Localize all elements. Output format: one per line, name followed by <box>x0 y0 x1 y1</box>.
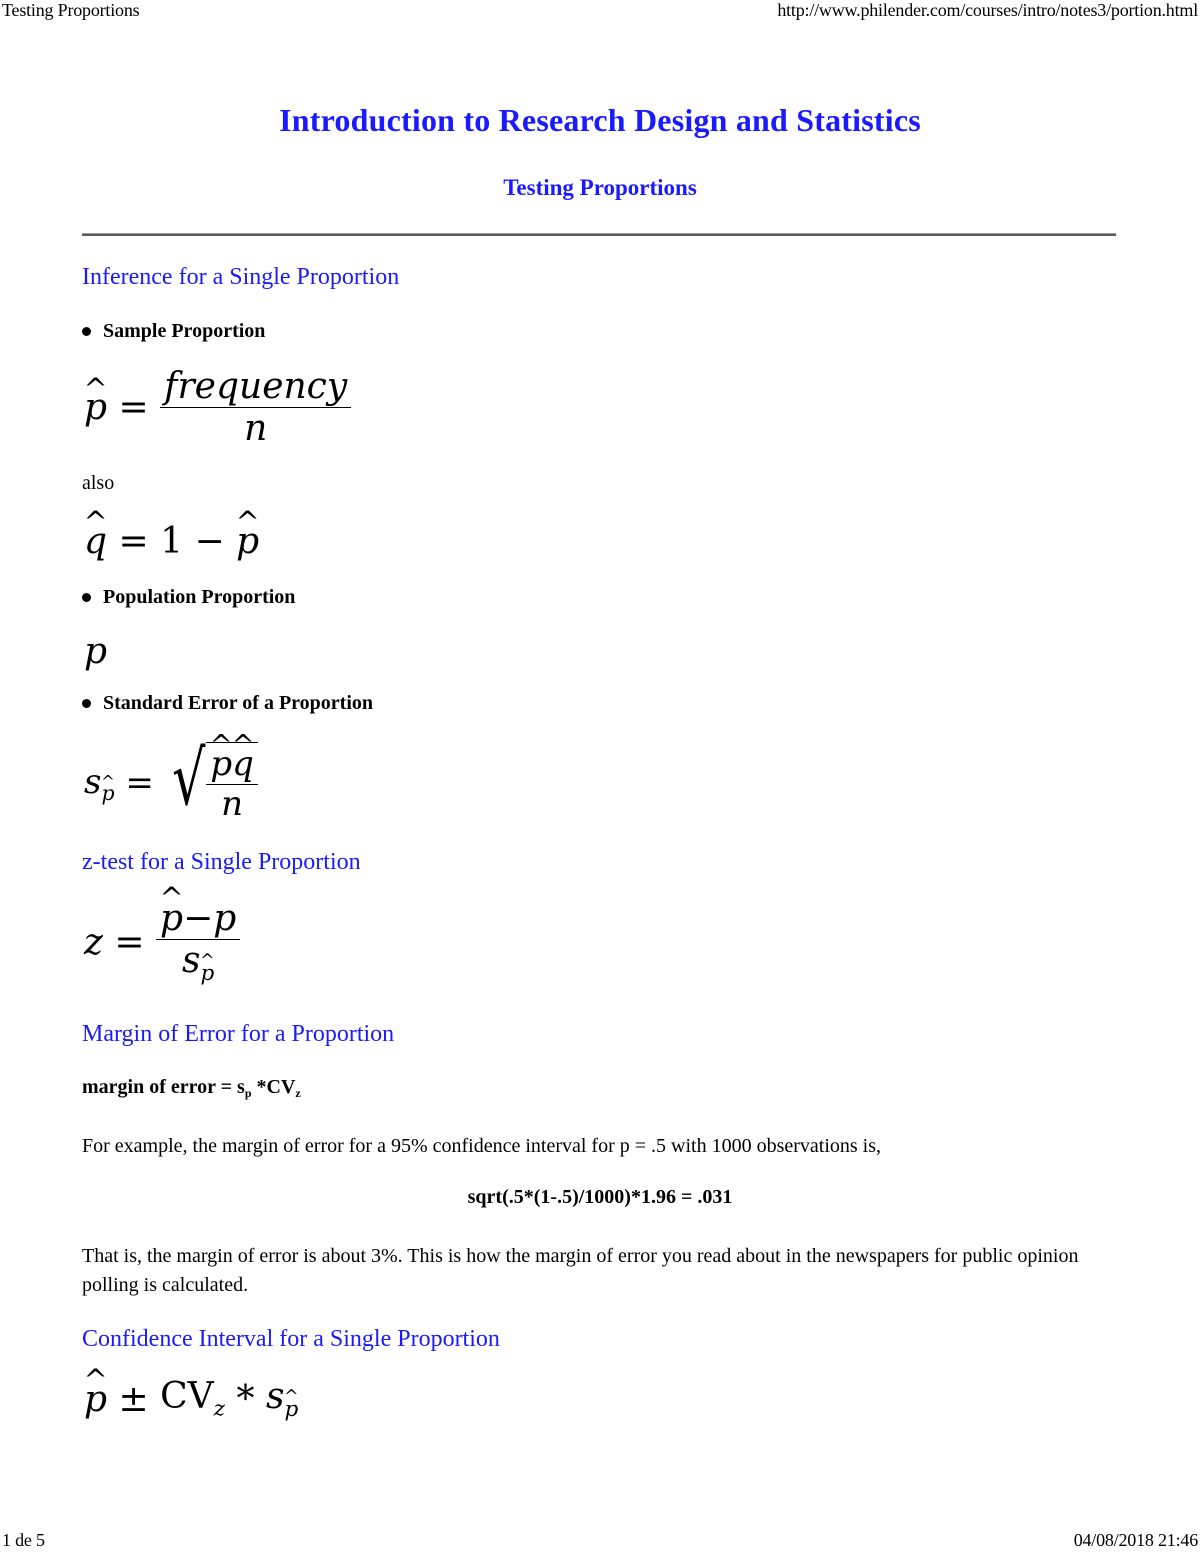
horizontal-rule <box>82 233 1116 236</box>
fraction <box>160 366 351 450</box>
bullet-dot-icon <box>82 593 91 602</box>
page-number: 1 de 5 <box>2 1530 45 1550</box>
s-letter: s <box>265 1376 285 1418</box>
fraction <box>206 742 258 824</box>
bullet-population-proportion <box>82 586 295 609</box>
section-heading-confidence-interval: Confidence Interval for a Single Proportion <box>82 1326 500 1352</box>
s-symbol <box>266 1376 298 1422</box>
fraction-denominator: n <box>244 408 268 450</box>
cv-text: *CV <box>251 1076 296 1098</box>
main-title: Introduction to Research Design and Statistics <box>279 102 921 138</box>
equals-sign: = <box>118 387 149 429</box>
bullet-label: Population Proportion <box>103 586 296 608</box>
p-hat-symbol: ^ p <box>84 1379 107 1420</box>
section-heading-margin-of-error: Margin of Error for a Proportion <box>82 1021 395 1047</box>
sub-title: Testing Proportions <box>503 175 697 200</box>
s-symbol <box>84 762 115 805</box>
section-heading-z-test: z-test for a Single Proportion <box>82 849 361 875</box>
cv-symbol <box>160 1376 225 1422</box>
radical-icon: √ <box>171 735 206 822</box>
bullet-label: Standard Error of a Proportion <box>103 692 374 714</box>
z-symbol: z <box>84 921 103 963</box>
example-equation: sqrt(.5*(1-.5)/1000)*1.96 = .031 <box>467 1186 733 1208</box>
p-hat-symbol: ^ p <box>160 898 183 939</box>
print-header-url[interactable]: http://www.philender.com/courses/intro/notes3/portion.html <box>777 0 1198 20</box>
section-heading-single-proportion: Inference for a Single Proportion <box>82 264 400 290</box>
subscript-p: p <box>244 1086 252 1101</box>
fraction <box>156 898 240 987</box>
subscript-p-hat: ^ p <box>284 1397 298 1422</box>
subscript-p-hat: ^ p <box>101 781 114 805</box>
example-text: For example, the margin of error for a 95% confidence interval for p = .5 with 1000 observations is, <box>82 1135 882 1157</box>
bullet-standard-error <box>82 692 373 715</box>
p-hat-symbol: ^ p <box>84 387 107 428</box>
fraction-denominator: n <box>221 784 244 825</box>
also-text: also <box>82 472 115 494</box>
fraction-numerator: frequency <box>160 366 351 408</box>
fraction-numerator <box>156 898 240 940</box>
q-hat-symbol: ^ q <box>232 745 254 784</box>
print-footer <box>2 1530 1198 1551</box>
square-root <box>165 735 258 825</box>
s-letter: s <box>182 940 201 982</box>
p-symbol: p <box>84 630 108 672</box>
minus-sign: − <box>194 520 225 562</box>
times-sign: * <box>236 1378 255 1420</box>
plus-minus-sign: ± <box>118 1378 149 1420</box>
s-letter: s <box>84 761 102 802</box>
bullet-dot-icon <box>82 699 91 708</box>
equals-sign: = <box>125 763 154 804</box>
print-datetime: 04/08/2018 21:46 <box>1073 1530 1198 1550</box>
one-digit: 1 <box>160 520 184 562</box>
bullet-dot-icon <box>82 327 91 336</box>
bullet-sample-proportion <box>82 320 265 343</box>
formula-population-p <box>84 628 107 672</box>
bullet-label: Sample Proportion <box>103 320 266 342</box>
subscript-z: z <box>213 1396 226 1422</box>
formula-q-hat <box>84 518 259 562</box>
formula-z-test <box>84 898 240 987</box>
subscript-z: z <box>295 1086 301 1101</box>
subscript-p-hat: ^ p <box>201 962 215 987</box>
cv-letters: CV <box>160 1376 214 1418</box>
fraction-denominator <box>178 940 218 986</box>
print-header-title: Testing Proportions <box>2 0 140 20</box>
p-hat-symbol: ^ p <box>210 745 232 784</box>
fraction-numerator <box>206 745 258 785</box>
p-symbol: p <box>213 898 237 939</box>
minus-sign: − <box>183 898 214 939</box>
formula-sample-proportion <box>84 366 351 450</box>
equals-sign: = <box>114 921 145 963</box>
q-hat-symbol: ^ q <box>84 521 107 562</box>
formula-confidence-interval <box>84 1376 298 1422</box>
margin-of-error-formula <box>82 1076 301 1101</box>
formula-standard-error <box>84 735 258 825</box>
equals-sign: = <box>118 520 149 562</box>
p-hat-symbol: ^ p <box>236 521 259 562</box>
print-header <box>2 0 1198 21</box>
explanation-text: That is, the margin of error is about 3%. This is how the margin of error you read about in the newspapers for public opinion polling is calculated. <box>82 1245 1079 1296</box>
margin-label: margin of error = s <box>82 1076 245 1098</box>
